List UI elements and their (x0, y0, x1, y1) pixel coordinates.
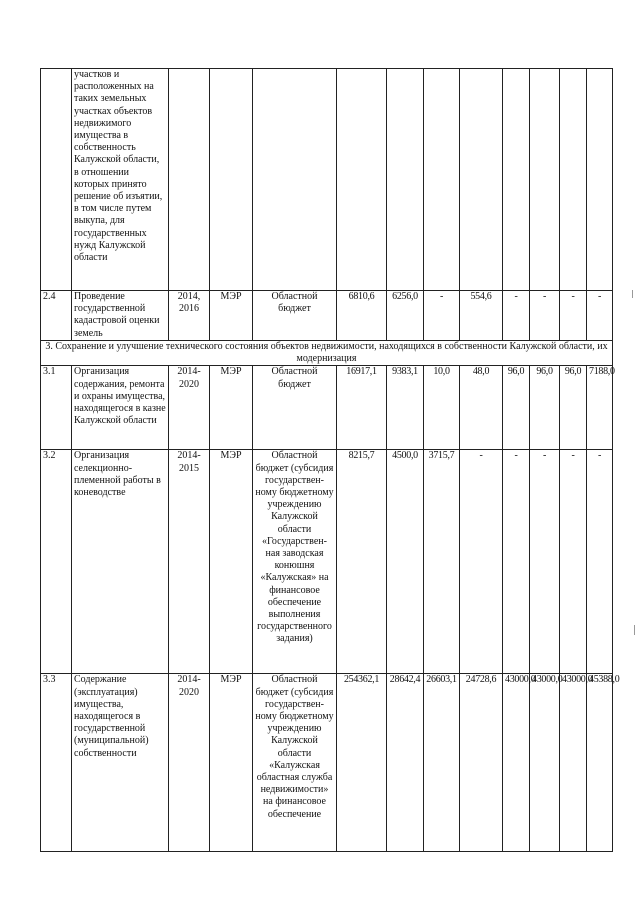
funding-source: Областной бюджет (253, 291, 337, 341)
value-cell: 26603,1 (424, 674, 460, 852)
value-cell: 254362,1 (337, 674, 387, 852)
measure-name: Проведение государственной кадастровой оценки земель (72, 291, 169, 341)
value-cell: 43000,0 (560, 674, 587, 852)
row-number: 3.2 (41, 450, 72, 674)
value-cell: 16917,1 (337, 366, 387, 450)
table-row (41, 450, 613, 674)
row-number (41, 69, 72, 291)
value-cell: 4500,0 (387, 450, 424, 674)
scan-edge-mark (632, 290, 633, 298)
value-cell: 96,0 (503, 366, 530, 450)
scan-edge-mark (634, 625, 635, 635)
measure-name: Организация содержания, ремонта и охраны имущества, находящегося в казне Калужской области (72, 366, 169, 450)
table-row (41, 69, 613, 291)
value-cell: - (587, 291, 613, 341)
measure-name: Организация селекционно-племенной работы в коневодстве (72, 450, 169, 674)
value-cell: 48,0 (460, 366, 503, 450)
value-cell: - (530, 291, 560, 341)
value-cell: - (460, 450, 503, 674)
period: 2014-2015 (169, 450, 210, 674)
executor: МЭР (210, 674, 253, 852)
section-header-row (41, 341, 613, 366)
value-cell: 28642,4 (387, 674, 424, 852)
value-cell: 43000,0 (503, 674, 530, 852)
funding-source: Областной бюджет (253, 366, 337, 450)
value-cell: - (560, 291, 587, 341)
value-cell: - (587, 450, 613, 674)
value-cell: - (503, 450, 530, 674)
table-row (41, 674, 613, 852)
section-title: 3. Сохранение и улучшение технического состояния объектов недвижимости, находящихся в собственности Калужской области, их модернизация (41, 341, 613, 366)
value-cell: 96,0 (560, 366, 587, 450)
executor: МЭР (210, 450, 253, 674)
value-cell: 24728,6 (460, 674, 503, 852)
program-table (40, 68, 620, 852)
value-cell: 96,0 (530, 366, 560, 450)
value-cell: - (560, 450, 587, 674)
value-cell: 554,6 (460, 291, 503, 341)
period: 2014-2020 (169, 366, 210, 450)
funding-source: Областной бюджет (субсидия государствен-ному бюджетному учреждению Калужской области «Государствен-ная заводская конюшня «Калужская» на финансовое обеспечение выполнения государственного задания) (253, 450, 337, 674)
value-cell: 43000,0 (530, 674, 560, 852)
table-row (41, 291, 613, 341)
value-cell: 10,0 (424, 366, 460, 450)
table-row (41, 366, 613, 450)
measure-name: участков и расположенных на таких земельных участках объектов недвижимого имущества в собственность Калужской области, в отношении которых принято решение об изъятии, в том числе путем выкупа, для государственных нужд Калужской области (72, 69, 169, 291)
value-cell: 9383,1 (387, 366, 424, 450)
row-number: 3.1 (41, 366, 72, 450)
row-number: 3.3 (41, 674, 72, 852)
row-number: 2.4 (41, 291, 72, 341)
executor: МЭР (210, 291, 253, 341)
value-cell: 7188,0 (587, 366, 613, 450)
value-cell: 45388,0 (587, 674, 613, 852)
measure-name: Содержание (эксплуатация) имущества, находящегося в государственной (муниципальной) собственности (72, 674, 169, 852)
executor: МЭР (210, 366, 253, 450)
period: 2014, 2016 (169, 291, 210, 341)
value-cell: - (424, 291, 460, 341)
funding-source: Областной бюджет (субсидия государствен-ному бюджетному учреждению Калужской области «Калужская областная служба недвижимости» на финансовое обеспечение (253, 674, 337, 852)
value-cell: 6810,6 (337, 291, 387, 341)
period: 2014-2020 (169, 674, 210, 852)
value-cell: - (530, 450, 560, 674)
value-cell: - (503, 291, 530, 341)
value-cell: 6256,0 (387, 291, 424, 341)
value-cell: 3715,7 (424, 450, 460, 674)
value-cell: 8215,7 (337, 450, 387, 674)
